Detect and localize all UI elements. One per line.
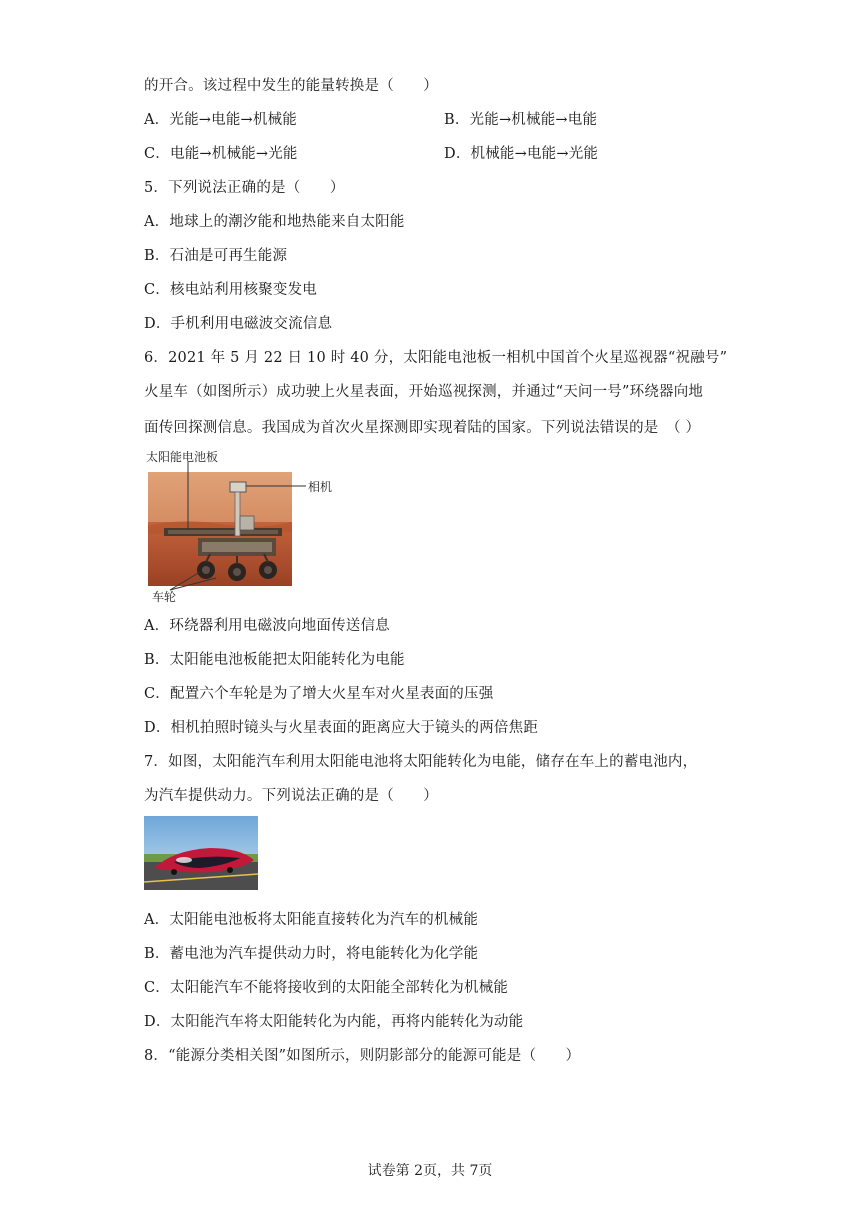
- q4-option-a: A．光能→电能→机械能: [144, 112, 297, 128]
- q6-stem-line1: 6．2021 年 5 月 22 日 10 时 40 分，太阳能电池板一相机中国首个火星巡视器“祝融号”: [144, 350, 728, 366]
- q4-option-b: B．光能→机械能→电能: [444, 112, 598, 128]
- q5-option-c: C．核电站利用核聚变发电: [144, 282, 317, 298]
- solar-car-image: [144, 816, 258, 890]
- q7-option-a: A．太阳能电池板将太阳能直接转化为汽车的机械能: [144, 912, 479, 928]
- figure-label-wheel: 车轮: [152, 590, 177, 604]
- q8-stem: 8．“能源分类相关图”如图所示，则阴影部分的能源可能是（ ）: [144, 1048, 581, 1064]
- figure-label-solar-panel: 太阳能电池板: [146, 450, 219, 464]
- q5-stem: 5．下列说法正确的是（ ）: [144, 180, 345, 196]
- mars-rover-figure: [140, 444, 350, 606]
- q4-option-d: D．机械能→电能→光能: [444, 146, 599, 162]
- q4-stem-tail: 的开合。该过程中发生的能量转换是（ ）: [144, 78, 438, 94]
- q6-option-a: A．环绕器利用电磁波向地面传送信息: [144, 618, 390, 634]
- q4-option-c: C．电能→机械能→光能: [144, 146, 298, 162]
- q5-option-b: B．石油是可再生能源: [144, 248, 288, 264]
- q6-stem-line2: 火星车（如图所示）成功驶上火星表面，开始巡视探测，并通过“天问一号”环绕器向地: [144, 384, 704, 400]
- q7-option-b: B．蓄电池为汽车提供动力时，将电能转化为化学能: [144, 946, 479, 962]
- q5-option-d: D．手机利用电磁波交流信息: [144, 316, 333, 332]
- q7-stem-line1: 7．如图，太阳能汽车利用太阳能电池将太阳能转化为电能，储存在车上的蓄电池内，: [144, 754, 698, 770]
- figure-label-camera: 相机: [308, 480, 333, 494]
- q6-option-c: C．配置六个车轮是为了增大火星车对火星表面的压强: [144, 686, 494, 702]
- q7-stem-line2: 为汽车提供动力。下列说法正确的是（ ）: [144, 788, 438, 804]
- q5-option-a: A．地球上的潮汐能和地热能来自太阳能: [144, 214, 405, 230]
- q7-option-c: C．太阳能汽车不能将接收到的太阳能全部转化为机械能: [144, 980, 509, 996]
- q7-option-d: D．太阳能汽车将太阳能转化为内能，再将内能转化为动能: [144, 1014, 524, 1030]
- mars-rover-image: [140, 444, 350, 606]
- q6-option-b: B．太阳能电池板能把太阳能转化为电能: [144, 652, 405, 668]
- solar-car-figure: [144, 816, 258, 890]
- q6-stem-line3: 面传回探测信息。我国成为首次火星探测即实现着陆的国家。下列说法错误的是 （ ）: [144, 420, 701, 436]
- q6-option-d: D．相机拍照时镜头与火星表面的距离应大于镜头的两倍焦距: [144, 720, 539, 736]
- page-footer: 试卷第 2页，共 7页: [367, 1163, 493, 1179]
